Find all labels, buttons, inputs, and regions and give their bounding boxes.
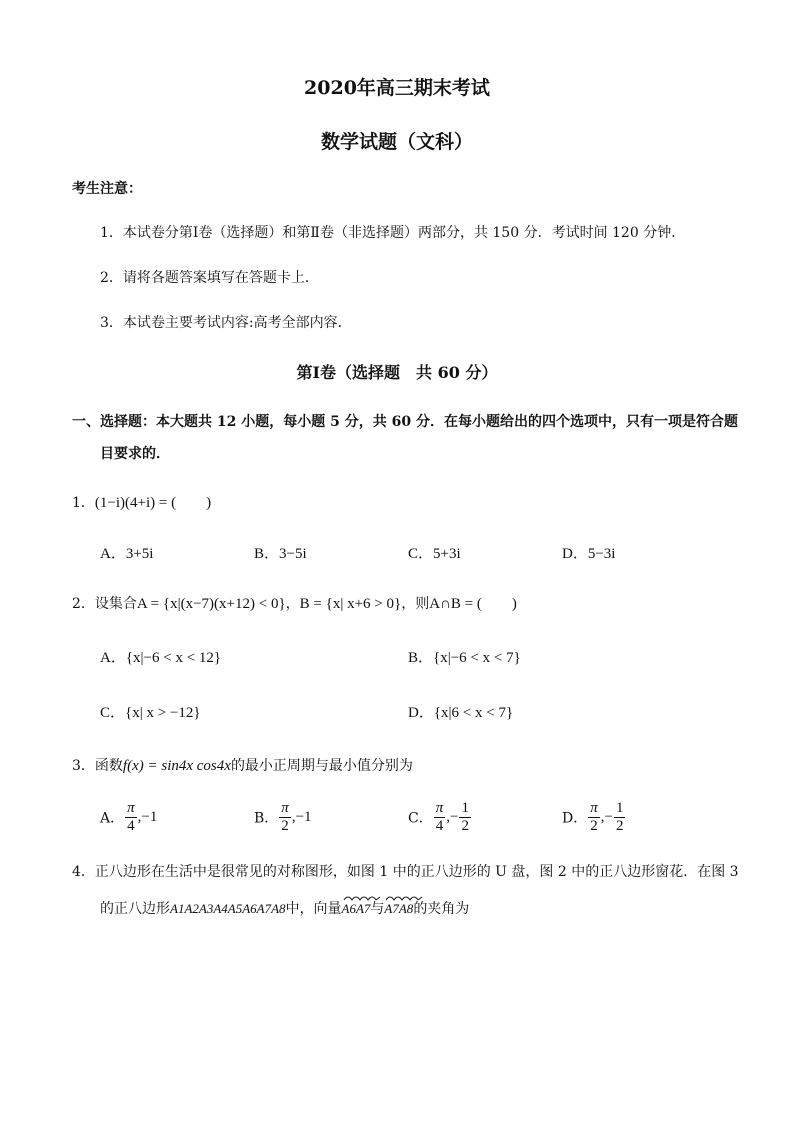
q2-option-c: C．{x| x > −12} xyxy=(100,705,201,721)
q3-option-a xyxy=(100,800,157,835)
question-4-line1 xyxy=(72,861,739,881)
fraction-denominator: 2 xyxy=(461,818,469,834)
question-1 xyxy=(72,491,211,512)
option-rest: ,−1 xyxy=(137,809,158,825)
fraction xyxy=(434,800,446,835)
question-tail: 的夹角为 xyxy=(413,901,470,917)
function-expression: f(x) = sin4x cos4x xyxy=(122,758,231,774)
q2-option-b: B．{x|−6 < x < 7} xyxy=(408,650,521,666)
q3-option-b xyxy=(254,800,312,835)
fraction xyxy=(614,800,626,835)
q1-option-a: A．3+5i xyxy=(100,546,154,562)
q1-option-b: B．3−5i xyxy=(254,546,307,562)
fraction-denominator: 4 xyxy=(435,818,444,834)
question-lead: 函数 xyxy=(94,758,123,774)
fraction xyxy=(279,800,291,835)
option-rest: ,− xyxy=(446,809,459,825)
option-label: D． xyxy=(562,810,588,827)
set-a: A = {x|(x−7)(x+12) < 0} xyxy=(136,596,286,612)
question-mid: 中，向量 xyxy=(285,901,342,917)
vector-a6a7 xyxy=(342,901,371,917)
conjunction: 与 xyxy=(370,901,385,917)
vector-a7a8 xyxy=(384,901,413,917)
fraction-denominator: 2 xyxy=(590,818,598,834)
part1-title: 第Ⅰ卷（选择题 共 60 分） xyxy=(296,363,498,382)
option-label: B． xyxy=(254,810,279,827)
exam-title: 2020年高三期末考试 xyxy=(304,77,490,99)
fraction-numerator: π xyxy=(281,800,289,816)
separator: ， xyxy=(285,596,300,612)
fraction-numerator: π xyxy=(127,800,135,816)
q2-option-d: D．{x|6 < x < 7} xyxy=(408,705,514,721)
notice-item-3: 3．本试卷主要考试内容:高考全部内容． xyxy=(100,315,352,331)
vector-arrow-icon xyxy=(384,894,424,902)
notice-item-1: 1．本试卷分第Ⅰ卷（选择题）和第Ⅱ卷（非选择题）两部分，共 150 分．考试时间 120 分钟． xyxy=(100,225,686,241)
notice-label: 考生注意： xyxy=(72,181,142,197)
question-number: 3． xyxy=(72,758,95,774)
section1-heading-line2: 目要求的． xyxy=(100,446,170,462)
fraction xyxy=(125,800,137,835)
option-rest: ,− xyxy=(600,809,613,825)
question-lead: 设集合 xyxy=(94,596,137,612)
fraction-numerator: 1 xyxy=(461,800,469,816)
notice-item-2: 2．请将各题答案填写在答题卡上． xyxy=(100,270,319,286)
q3-option-c xyxy=(408,800,472,835)
question-4-line2 xyxy=(100,898,469,918)
question-tail: ，则 xyxy=(401,596,430,612)
vector-arrow-icon xyxy=(342,894,382,902)
fraction-denominator: 2 xyxy=(281,818,289,834)
polygon-name: A1A2A3A4A5A6A7A8 xyxy=(170,901,286,916)
fraction-numerator: π xyxy=(590,800,598,816)
q3-option-d xyxy=(562,800,626,835)
question-number: 2． xyxy=(72,596,95,612)
question-text: 正八边形在生活中是很常见的对称图形，如图 1 中的正八边形的 U 盘，图 2 中的正八边形窗花．在图 3 xyxy=(94,864,739,880)
option-rest: ,−1 xyxy=(291,809,312,825)
fraction-denominator: 4 xyxy=(127,818,135,834)
question-ask: A∩B = ( ) xyxy=(429,596,517,612)
option-label: A． xyxy=(100,810,125,827)
question-stem: (1−i)(4+i) = ( ) xyxy=(94,495,212,511)
section1-heading-line1: 一、选择题：本大题共 12 小题，每小题 5 分，共 60 分．在每小题给出的四个选项中，只有一项是符合题 xyxy=(72,414,738,430)
fraction-numerator: π xyxy=(435,800,444,816)
question-number: 1． xyxy=(72,495,95,511)
vector-label: A7A8 xyxy=(384,901,414,916)
option-label: C． xyxy=(408,810,433,827)
question-number: 4． xyxy=(72,864,95,880)
set-b: B = {x| x+6 > 0} xyxy=(299,596,402,612)
vector-label: A6A7 xyxy=(341,901,371,916)
fraction-denominator: 2 xyxy=(615,818,624,834)
fraction xyxy=(588,800,600,835)
fraction-numerator: 1 xyxy=(615,800,624,816)
question-3 xyxy=(72,755,413,775)
question-tail: 的最小正周期与最小值分别为 xyxy=(230,758,413,774)
question-lead: 的正八边形 xyxy=(100,901,170,917)
fraction xyxy=(459,800,471,835)
exam-subtitle: 数学试题（文科） xyxy=(320,131,473,153)
q1-option-c: C．5+3i xyxy=(408,546,461,562)
question-2 xyxy=(72,592,517,613)
q2-option-a: A．{x|−6 < x < 12} xyxy=(100,650,222,666)
q1-option-d: D．5−3i xyxy=(562,546,616,562)
